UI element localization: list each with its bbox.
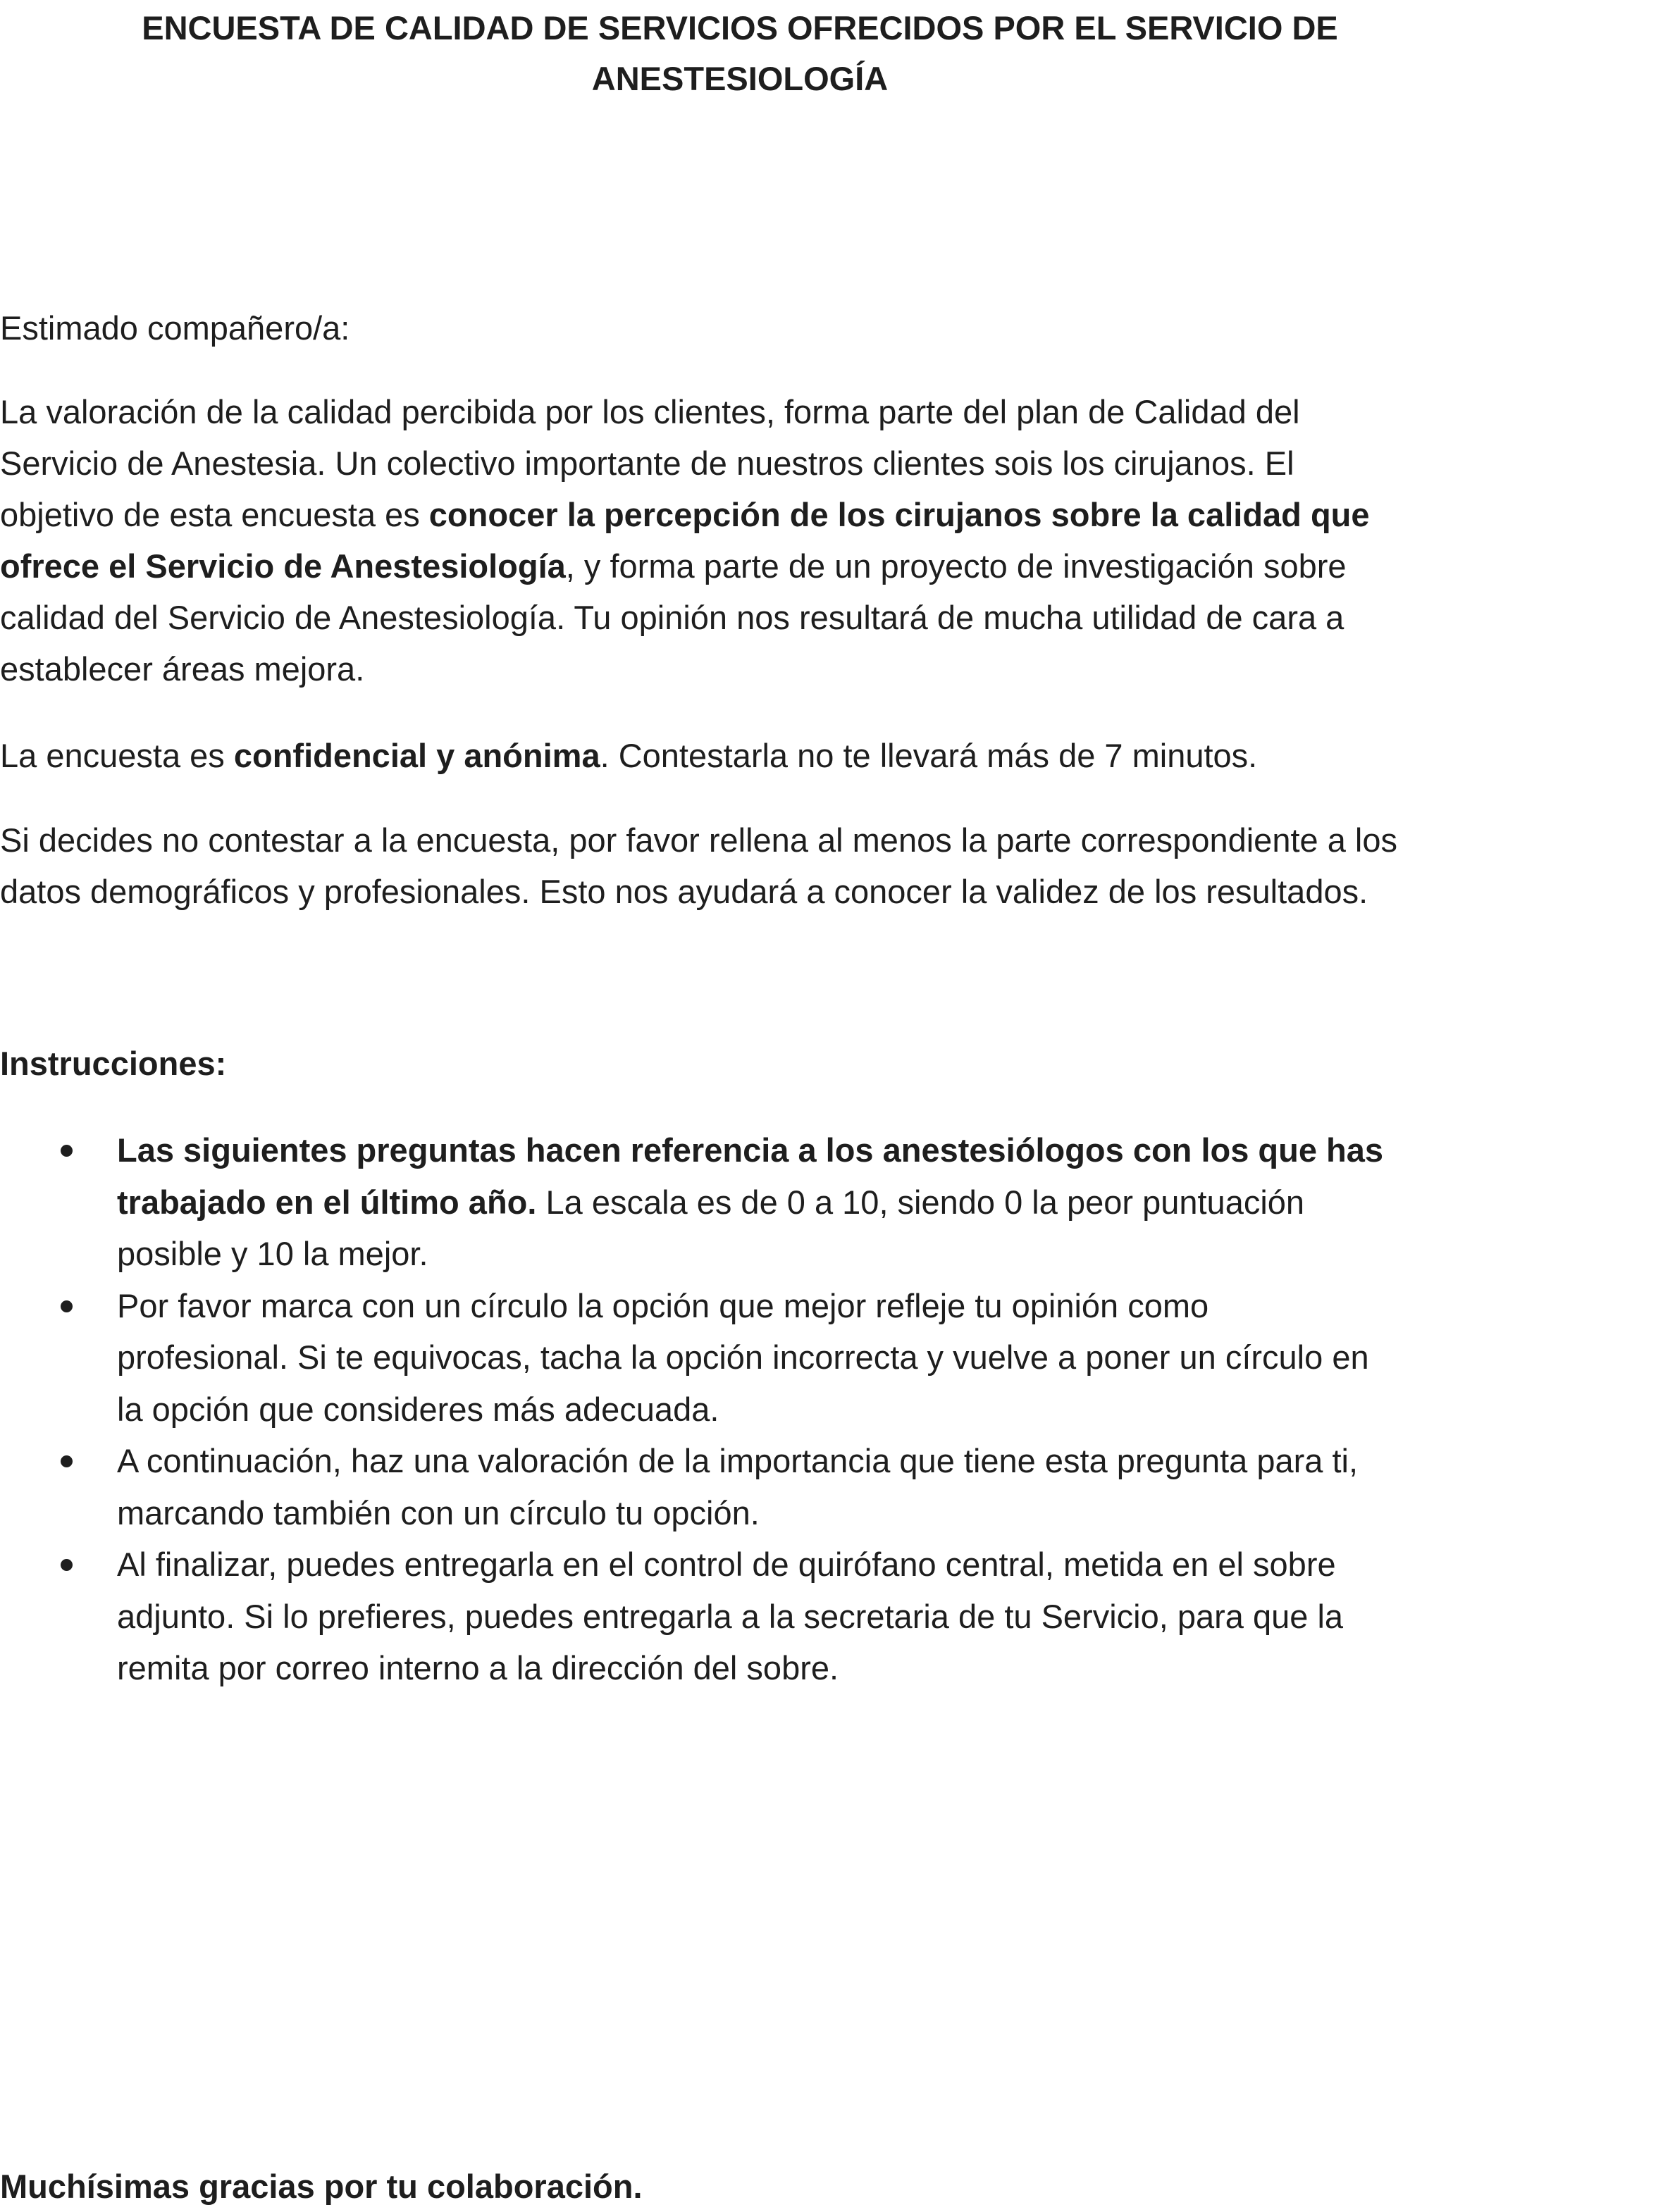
instruction-item-3	[0, 1435, 1649, 1539]
intro-p2-before: La encuesta es	[0, 737, 234, 774]
bullet-icon	[61, 1300, 73, 1312]
instructions-heading: Instrucciones:	[0, 1045, 227, 1082]
instruction-3-line-1: A continuación, haz una valoración de la importancia que tiene esta pregunta para ti,	[117, 1442, 1359, 1479]
bullet-icon	[61, 1145, 73, 1157]
page-title	[0, 3, 1480, 104]
instruction-1-bold-line-1: Las siguientes preguntas hacen referencia a los anestesiólogos con los que has	[117, 1131, 1384, 1169]
intro-p2-bold: confidencial y anónima	[233, 737, 600, 774]
intro-p1-line-1: La valoración de la calidad percibida por los clientes, forma parte del plan de Calidad del	[0, 393, 1300, 430]
intro-p1-bold-1: conocer la percepción de los cirujanos sobre la calidad que	[428, 496, 1370, 533]
instruction-4-line-3: remita por correo interno a la dirección del sobre.	[117, 1649, 839, 1686]
intro-p1-line-5: calidad del Servicio de Anestesiología. Tu opinión nos resultará de mucha utilidad de cara a	[0, 599, 1344, 636]
bullet-icon	[61, 1455, 73, 1467]
intro-p3-line-2: datos demográficos y profesionales. Esto nos ayudará a conocer la validez de los resultados.	[0, 873, 1368, 910]
instruction-2-line-1: Por favor marca con un círculo la opción que mejor refleje tu opinión como	[117, 1286, 1209, 1324]
instruction-3-line-2: marcando también con un círculo tu opción.	[117, 1493, 760, 1531]
intro-p1-line-3: objetivo de esta encuesta es	[0, 496, 429, 533]
instructions-list	[0, 1124, 1649, 1694]
title-line-1: ENCUESTA DE CALIDAD DE SERVICIOS OFRECIDOS POR EL SERVICIO DE	[142, 9, 1338, 46]
instruction-item-2	[0, 1280, 1649, 1436]
instruction-1-rest-line-2: La escala es de 0 a 10, siendo 0 la peor puntuación	[536, 1183, 1305, 1221]
intro-paragraph-1	[0, 386, 1663, 695]
intro-paragraph-2	[0, 730, 1663, 781]
instruction-item-4	[0, 1539, 1649, 1694]
instruction-item-1	[0, 1124, 1649, 1280]
instruction-2-line-2: profesional. Si te equivocas, tacha la opción incorrecta y vuelve a poner un círculo en	[117, 1338, 1369, 1376]
intro-p1-line-6: establecer áreas mejora.	[0, 650, 365, 688]
intro-p1-line-2: Servicio de Anestesia. Un colectivo importante de nuestros clientes sois los cirujanos. El	[0, 445, 1294, 482]
closing-message: Muchísimas gracias por tu colaboración.	[0, 2168, 643, 2205]
instruction-1-bold-line-2: trabajado en el último año.	[117, 1183, 537, 1221]
intro-paragraph-3	[0, 814, 1663, 917]
bullet-icon	[61, 1559, 73, 1571]
instruction-4-line-1: Al finalizar, puedes entregarla en el control de quirófano central, metida en el sobre	[117, 1546, 1336, 1583]
greeting: Estimado compañero/a:	[0, 309, 350, 347]
title-line-2: ANESTESIOLOGÍA	[591, 60, 889, 97]
instruction-1-line-3: posible y 10 la mejor.	[117, 1235, 428, 1272]
instruction-2-line-3: la opción que consideres más adecuada.	[117, 1390, 719, 1428]
intro-p1-bold-2: ofrece el Servicio de Anestesiología	[0, 547, 566, 585]
instruction-4-line-2: adjunto. Si lo prefieres, puedes entregarla a la secretaria de tu Servicio, para que la	[117, 1597, 1344, 1635]
intro-p2-after: . Contestarla no te llevará más de 7 minutos.	[600, 737, 1258, 774]
intro-p3-line-1: Si decides no contestar a la encuesta, por favor rellena al menos la parte correspondiente a los	[0, 821, 1397, 859]
intro-p1-after-bold: , y forma parte de un proyecto de investigación sobre	[565, 547, 1347, 585]
